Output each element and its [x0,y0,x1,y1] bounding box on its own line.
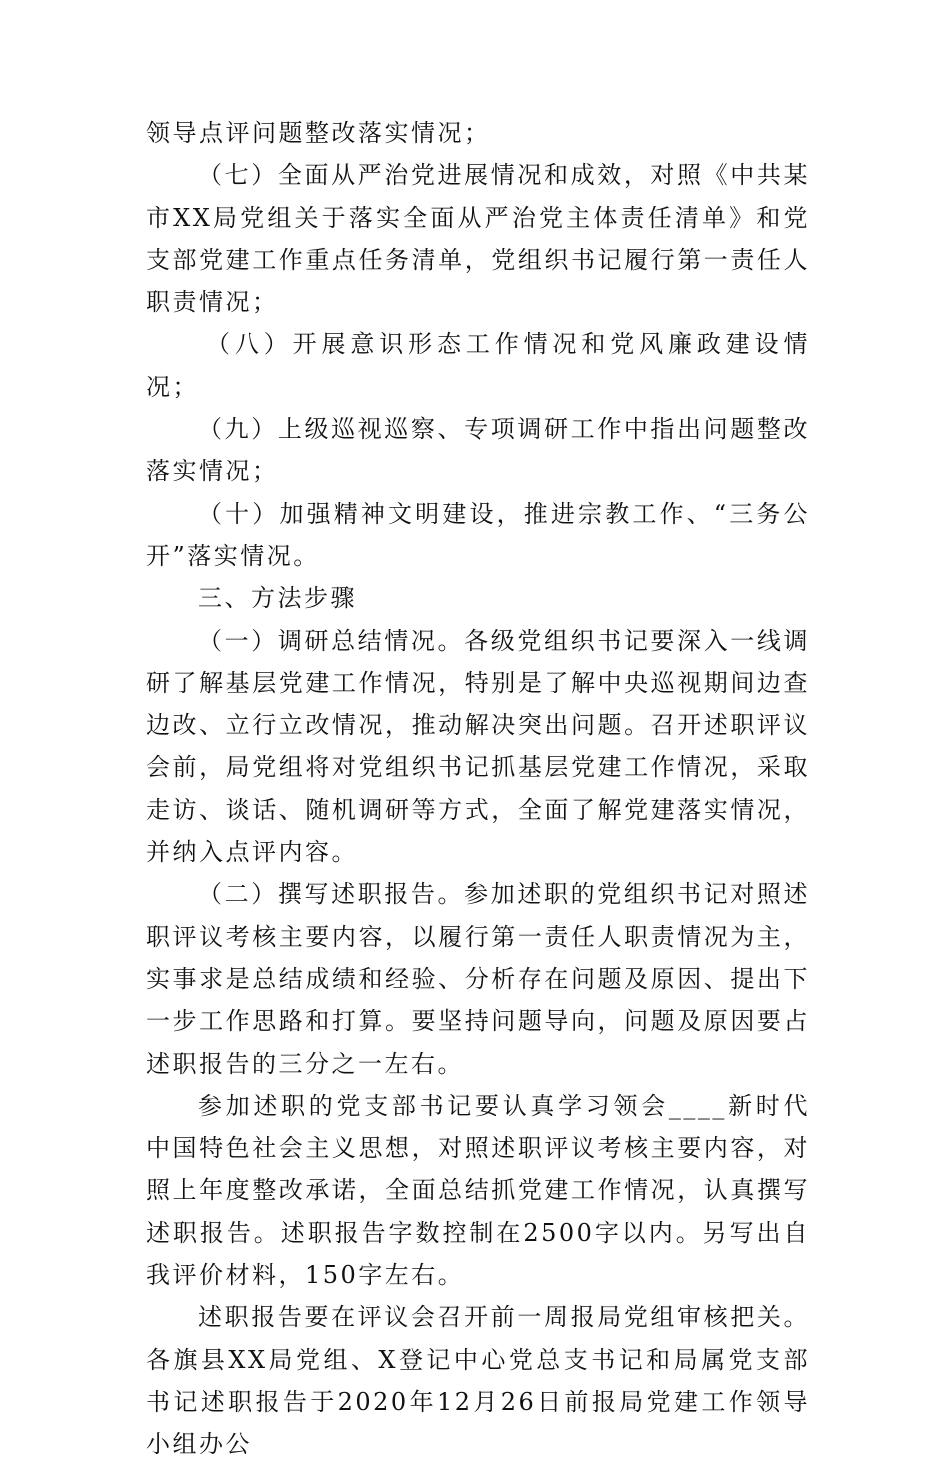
paragraph-continuation: 领导点评问题整改落实情况； [146,119,491,147]
paragraph-item-10: （十）加强精神文明建设，推进宗教工作、“三务公开”落实情况。 [146,499,810,570]
paragraph-item-9: （九）上级巡视巡察、专项调研工作中指出问题整改落实情况； [146,415,810,486]
document-body [146,112,810,1466]
paragraph-step-1: （一）调研总结情况。各级党组织书记要深入一线调研了解基层党建工作情况，特别是了解中央巡视期间边查边改、立行立改情况，推动解决突出问题。召开述职评议会前，局党组将对党组织书记抓基层党建工作情况，采取走访、谈话、随机调研等方式，全面了解党建落实情况，并纳入点评内容。 [146,626,810,867]
paragraph-item-8: （八）开展意识形态工作情况和党风廉政建设情况； [146,330,810,401]
paragraph-branch-secretary: 参加述职的党支部书记要认真学习领会____新时代中国特色社会主义思想，对照述职评议考核主要内容，对照上年度整改承诺，全面总结抓党建工作情况，认真撰写述职报告。述职报告字数控制在2500字以内。另写出自我评价材料，150字左右。 [146,1091,810,1290]
paragraph-item-7: （七）全面从严治党进展情况和成效，对照《中共某市XX局党组关于落实全面从严治党主体责任清单》和党支部党建工作重点任务清单，党组织书记履行第一责任人职责情况； [146,161,810,317]
section-heading-methods: 三、方法步骤 [198,584,357,613]
paragraph-step-2: （二）撰写述职报告。参加述职的党组织书记对照述职评议考核主要内容，以履行第一责任人职责情况为主，实事求是总结成绩和经验、分析存在问题及原因、提出下一步工作思路和打算。要坚持问题导向，问题及原因要占述职报告的三分之一左右。 [146,880,810,1078]
paragraph-report-submission: 述职报告要在评议会召开前一周报局党组审核把关。各旗县XX局党组、X登记中心党总支书记和局属党支部书记述职报告于2020年12月26日前报局党建工作领导小组办公 [146,1303,810,1459]
